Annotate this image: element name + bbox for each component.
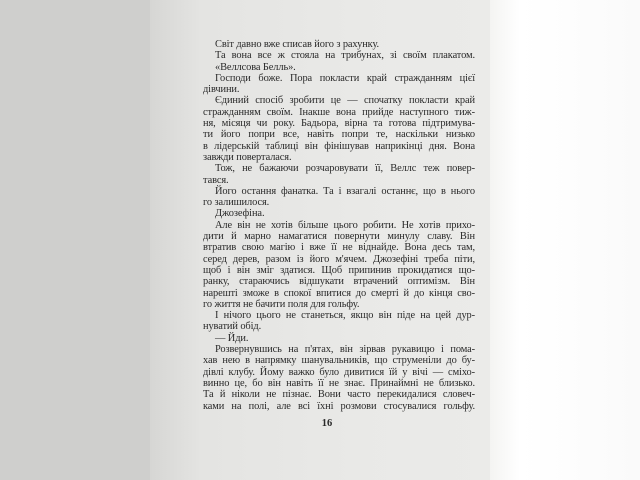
text-line: го залишилося.	[203, 197, 270, 209]
text-line: дити й марно намагатися повернути минулу славу. Він	[203, 231, 475, 243]
text-line: го життя не бачити поля для гольфу.	[203, 298, 360, 310]
text-line: Єдиний спосіб зробити це — спочатку покласти край	[215, 95, 475, 107]
text-line: Та вона все ж стояла на трибунах, зі своїм плакатом.	[215, 50, 475, 62]
text-line: Джозефіна.	[215, 208, 265, 220]
page-number: 16	[321, 418, 333, 429]
page-number-container	[0, 418, 640, 429]
text-line: Світ давно вже списав його з рахунку.	[215, 39, 380, 50]
page-body-text	[203, 39, 475, 412]
text-line: ня, місяця чи року. Бадьора, вірна та готова підтримува-	[203, 118, 475, 130]
text-line: Але він не хотів більше цього робити. Не хотів прихо-	[215, 219, 475, 231]
text-line: стражданням своїм. Інакше вона прийде наступного тиж-	[203, 106, 475, 118]
text-line: ранку, стараючись відшукати втрачений оптимізм. Він	[203, 276, 475, 288]
text-line: «Веллсова Белль».	[215, 61, 296, 73]
text-line: тався.	[203, 174, 229, 186]
text-line: серед дерев, разом із його м'ячем. Джозефіні треба піти,	[203, 253, 475, 265]
text-line: Та й ніколи не пізнає. Вони часто перекидалися словеч-	[203, 389, 475, 401]
text-line: Розвернувшись на п'ятах, він зірвав рукавицю і пома-	[215, 344, 475, 356]
text-line: дівлі клубу. Йому важко було дивитися їй у вічі — сміхо-	[203, 366, 475, 378]
text-line: щоб і він зміг здатися. Щоб припинив прокидатися що-	[203, 264, 475, 276]
text-line: хав нею в напрямку шанувальників, що струменіли до бу-	[203, 355, 475, 367]
page-edge-background	[490, 0, 640, 480]
text-line: винно це, бо він навіть її не знає. Принаймні не близько.	[203, 377, 475, 389]
text-line: дівчини.	[203, 84, 240, 96]
text-line: Його остання фанатка. Та і взагалі останнє, що в нього	[215, 185, 475, 197]
text-line: завжди поверталася.	[203, 151, 292, 163]
text-line: нуватий обід.	[203, 321, 262, 333]
text-line: Тож, не бажаючи розчаровувати її, Веллс теж повер-	[215, 163, 475, 175]
text-line: Господи боже. Пора покласти край стражданням цієї	[215, 72, 475, 84]
text-line: втратив свою магію і вже її не віднайде. Вона десь там,	[203, 242, 475, 254]
text-line: нарешті зможе в спокої впитися до смерті й до кінця сво-	[203, 287, 475, 299]
text-line: — Йди.	[215, 332, 249, 344]
text-line: ти його попри все, навіть попри те, наскільки низько	[203, 129, 475, 141]
text-line: ками на полі, але всі їхні розмови стосувалися гольфу.	[203, 400, 475, 412]
text-line: в лідерській таблиці він фінішував наприкінці дня. Вона	[203, 140, 475, 152]
text-line: І нічого цього не станеться, якщо він піде на цей дур-	[215, 310, 475, 322]
